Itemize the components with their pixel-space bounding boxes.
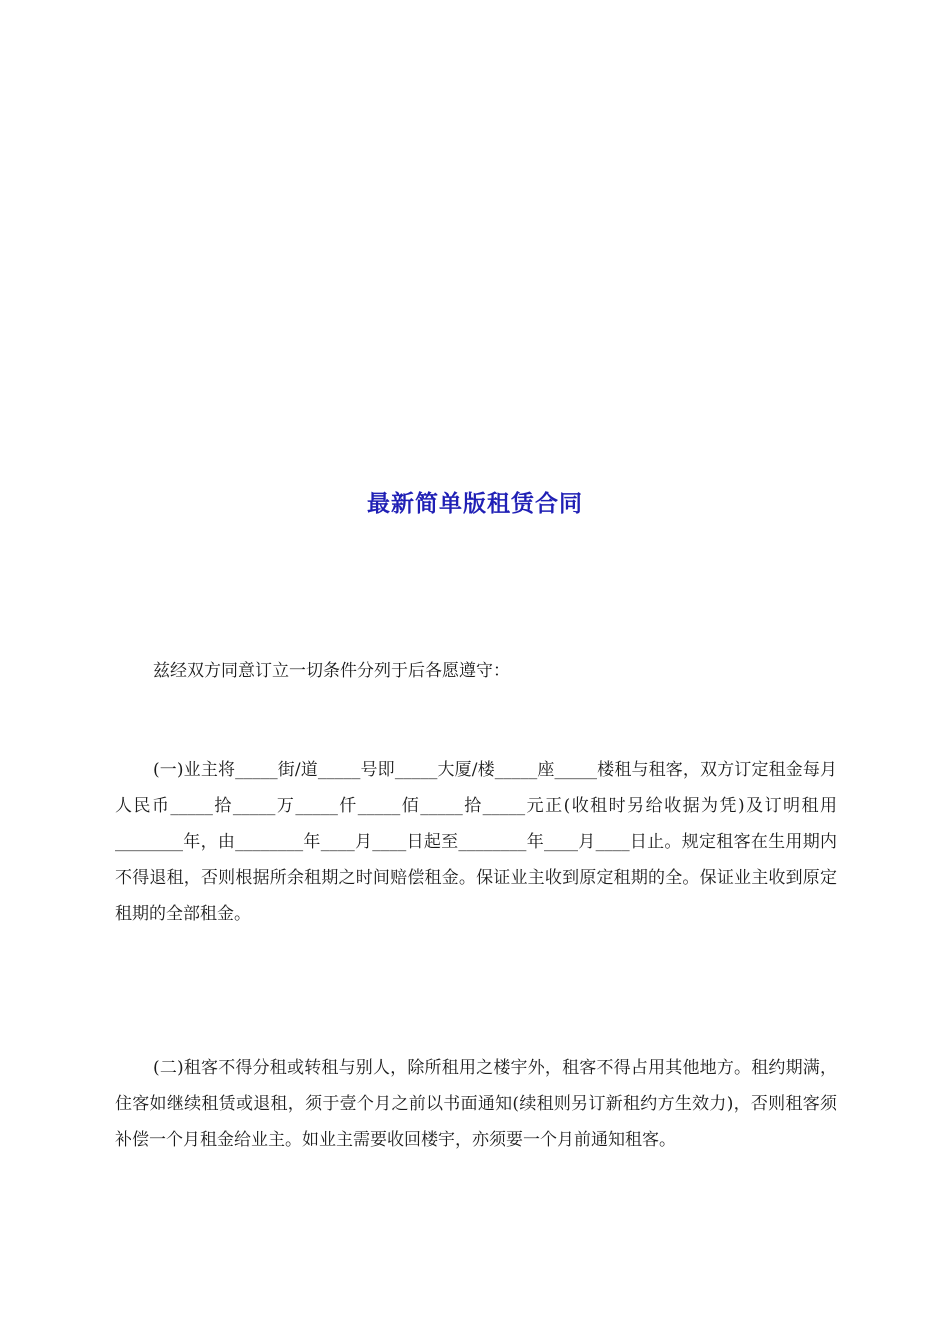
- document-title: 最新简单版租赁合同: [367, 490, 583, 517]
- clause-2-paragraph: (二)租客不得分租或转租与别人，除所租用之楼宇外，租客不得占用其他地方。租约期满，住客如继续租赁或退租，须于壹个月之前以书面通知(续租则另订新租约方生效力)，否则租客须补偿一个月租金给业主。如业主需要收回楼宇，亦须要一个月前通知租客。: [115, 1058, 837, 1150]
- clause-1-paragraph: (一)业主将_____街/道_____号即_____大厦/楼_____座_____楼租与租客，双方订定租金每月人民币_____拾_____万_____仟_____佰_____拾_____元正(收租时另给收据为凭)及订明租用________年，由________年____月____日起至________年____月____日止。规定租客在生用期内不得退租，否则根据所余租期之时间赔偿租金。保证业主收到原定租期的全。保证业主收到原定租期的全部租金。: [115, 760, 837, 924]
- intro-paragraph: 兹经双方同意订立一切条件分列于后各愿遵守：: [153, 661, 510, 681]
